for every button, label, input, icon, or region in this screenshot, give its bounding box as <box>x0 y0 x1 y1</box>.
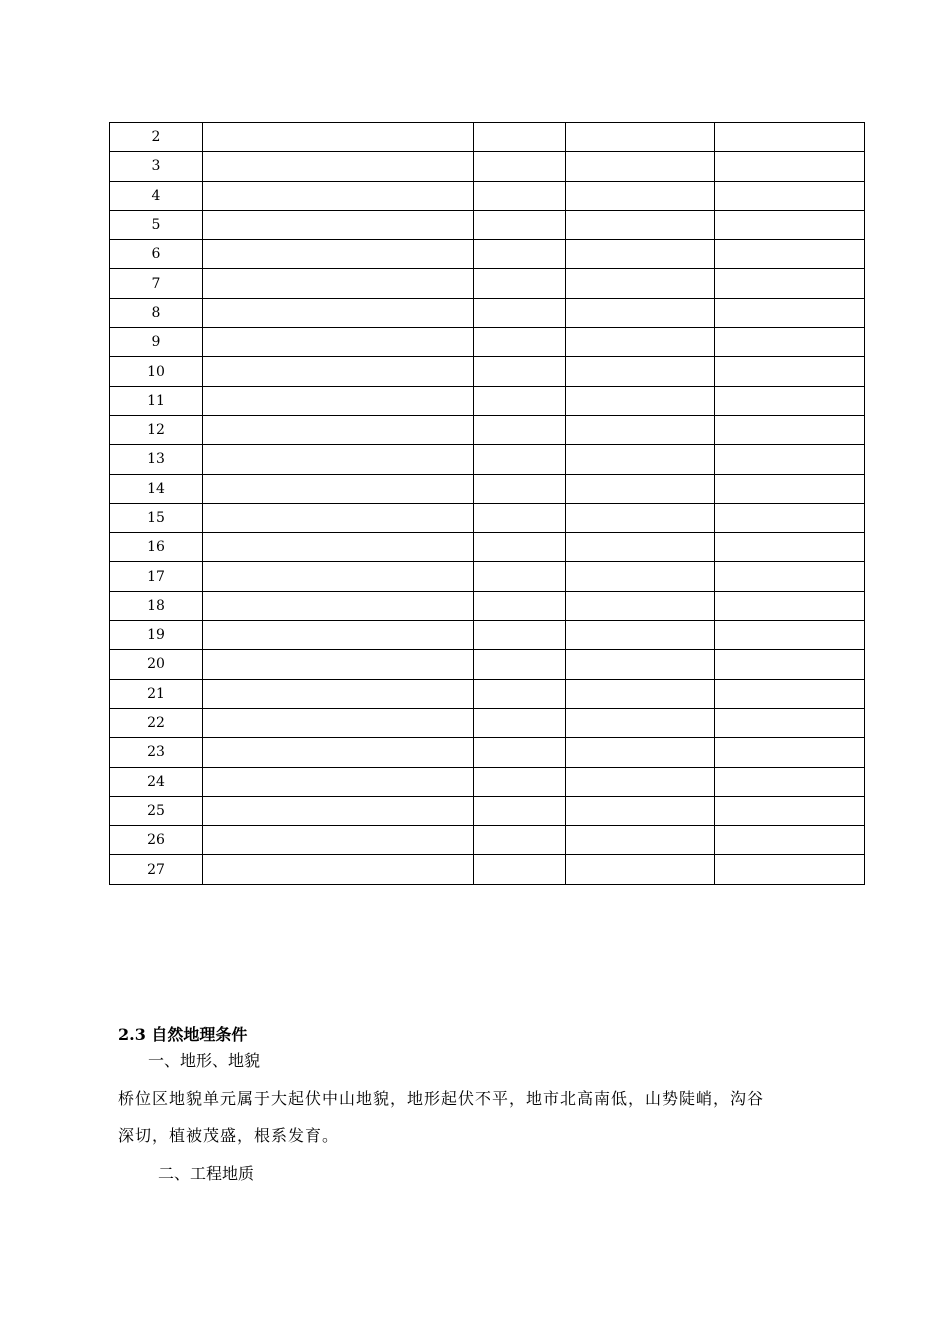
row-number-cell: 12 <box>110 415 203 444</box>
empty-cell <box>715 767 865 796</box>
table-row <box>110 240 865 269</box>
empty-cell <box>715 855 865 884</box>
empty-cell <box>474 298 566 327</box>
empty-cell <box>203 855 474 884</box>
row-number-cell: 5 <box>110 210 203 239</box>
row-number-cell: 6 <box>110 240 203 269</box>
table-row <box>110 650 865 679</box>
empty-cell <box>203 181 474 210</box>
empty-cell <box>474 679 566 708</box>
empty-cell <box>203 210 474 239</box>
empty-cell <box>203 826 474 855</box>
empty-cell <box>203 591 474 620</box>
row-number-cell: 26 <box>110 826 203 855</box>
table-row <box>110 855 865 884</box>
empty-cell <box>474 533 566 562</box>
terrain-paragraph <box>118 1080 858 1154</box>
empty-cell <box>203 650 474 679</box>
empty-cell <box>474 591 566 620</box>
empty-cell <box>203 152 474 181</box>
empty-cell <box>715 650 865 679</box>
table-row <box>110 708 865 737</box>
empty-cell <box>203 708 474 737</box>
table-row <box>110 123 865 152</box>
empty-cell <box>474 474 566 503</box>
empty-cell <box>474 826 566 855</box>
empty-cell <box>474 386 566 415</box>
empty-cell <box>203 503 474 532</box>
subsection-geology-title: 二、工程地质 <box>158 1164 255 1183</box>
empty-cell <box>203 415 474 444</box>
row-number-cell: 3 <box>110 152 203 181</box>
terrain-paragraph-line-2: 深切，植被茂盛，根系发育。 <box>118 1126 340 1145</box>
row-number-cell: 16 <box>110 533 203 562</box>
empty-cell <box>566 386 715 415</box>
empty-cell <box>566 445 715 474</box>
empty-cell <box>474 708 566 737</box>
table-row <box>110 357 865 386</box>
empty-cell <box>715 474 865 503</box>
table-row <box>110 269 865 298</box>
empty-cell <box>474 650 566 679</box>
empty-cell <box>474 503 566 532</box>
table-row <box>110 181 865 210</box>
row-number-cell: 17 <box>110 562 203 591</box>
empty-cell <box>566 298 715 327</box>
empty-cell <box>715 796 865 825</box>
empty-cell <box>203 298 474 327</box>
empty-cell <box>474 269 566 298</box>
empty-cell <box>566 796 715 825</box>
empty-cell <box>474 621 566 650</box>
table-row <box>110 533 865 562</box>
table-row <box>110 591 865 620</box>
empty-cell <box>474 562 566 591</box>
empty-cell <box>203 386 474 415</box>
empty-cell <box>203 328 474 357</box>
empty-cell <box>566 415 715 444</box>
row-number-cell: 19 <box>110 621 203 650</box>
row-number-cell: 15 <box>110 503 203 532</box>
empty-cell <box>203 796 474 825</box>
empty-cell <box>566 738 715 767</box>
empty-cell <box>715 591 865 620</box>
empty-cell <box>474 357 566 386</box>
row-number-cell: 20 <box>110 650 203 679</box>
empty-cell <box>474 210 566 239</box>
empty-cell <box>203 533 474 562</box>
empty-cell <box>566 621 715 650</box>
table-row <box>110 474 865 503</box>
empty-cell <box>715 328 865 357</box>
empty-cell <box>474 738 566 767</box>
empty-cell <box>566 708 715 737</box>
row-number-cell: 18 <box>110 591 203 620</box>
empty-cell <box>203 357 474 386</box>
empty-cell <box>715 533 865 562</box>
empty-cell <box>474 796 566 825</box>
empty-cell <box>566 210 715 239</box>
empty-cell <box>715 621 865 650</box>
empty-cell <box>474 152 566 181</box>
empty-cell <box>203 240 474 269</box>
empty-cell <box>474 855 566 884</box>
table-row <box>110 152 865 181</box>
terrain-paragraph-line-1: 桥位区地貌单元属于大起伏中山地貌，地形起伏不平，地市北高南低，山势陡峭，沟谷 <box>118 1089 765 1108</box>
empty-cell <box>203 738 474 767</box>
table-body <box>110 123 865 885</box>
empty-cell <box>474 445 566 474</box>
row-number-cell: 23 <box>110 738 203 767</box>
table-row <box>110 386 865 415</box>
section-heading: 2.3 自然地理条件 <box>118 1025 248 1044</box>
table-row <box>110 826 865 855</box>
empty-cell <box>566 562 715 591</box>
table-row <box>110 796 865 825</box>
empty-cell <box>203 767 474 796</box>
empty-cell <box>203 269 474 298</box>
empty-cell <box>715 445 865 474</box>
table-row <box>110 210 865 239</box>
empty-cell <box>715 298 865 327</box>
row-number-cell: 11 <box>110 386 203 415</box>
row-number-cell: 24 <box>110 767 203 796</box>
empty-cell <box>566 650 715 679</box>
row-number-cell: 2 <box>110 123 203 152</box>
empty-cell <box>566 503 715 532</box>
empty-cell <box>203 445 474 474</box>
table-row <box>110 445 865 474</box>
empty-cell <box>566 679 715 708</box>
empty-cell <box>474 240 566 269</box>
row-number-cell: 25 <box>110 796 203 825</box>
empty-cell <box>715 210 865 239</box>
empty-cell <box>203 621 474 650</box>
empty-cell <box>715 240 865 269</box>
empty-cell <box>715 181 865 210</box>
row-number-cell: 7 <box>110 269 203 298</box>
empty-cell <box>715 708 865 737</box>
table-row <box>110 679 865 708</box>
row-number-cell: 27 <box>110 855 203 884</box>
empty-cell <box>474 328 566 357</box>
empty-cell <box>203 679 474 708</box>
row-number-cell: 8 <box>110 298 203 327</box>
row-number-cell: 13 <box>110 445 203 474</box>
natural-geography-section <box>118 1022 858 1192</box>
empty-cell <box>566 533 715 562</box>
empty-cell <box>203 562 474 591</box>
empty-cell <box>566 152 715 181</box>
table-row <box>110 562 865 591</box>
empty-cell <box>715 386 865 415</box>
table-row <box>110 738 865 767</box>
table-row <box>110 767 865 796</box>
row-number-cell: 14 <box>110 474 203 503</box>
empty-cell <box>566 767 715 796</box>
empty-cell <box>715 503 865 532</box>
table-row <box>110 328 865 357</box>
empty-cell <box>566 855 715 884</box>
empty-cell <box>566 181 715 210</box>
empty-cell <box>715 152 865 181</box>
table-row <box>110 415 865 444</box>
empty-cell <box>715 415 865 444</box>
table-row <box>110 503 865 532</box>
empty-cell <box>566 826 715 855</box>
empty-cell <box>715 826 865 855</box>
empty-cell <box>474 181 566 210</box>
empty-cell <box>474 415 566 444</box>
empty-cell <box>566 357 715 386</box>
empty-cell <box>566 474 715 503</box>
empty-cell <box>566 123 715 152</box>
empty-cell <box>566 240 715 269</box>
empty-cell <box>474 767 566 796</box>
empty-cell <box>203 474 474 503</box>
empty-cell <box>474 123 566 152</box>
row-number-cell: 21 <box>110 679 203 708</box>
empty-cell <box>715 269 865 298</box>
data-table <box>109 122 865 885</box>
row-number-cell: 4 <box>110 181 203 210</box>
empty-cell <box>715 357 865 386</box>
table-row <box>110 621 865 650</box>
empty-cell <box>715 738 865 767</box>
empty-cell <box>715 123 865 152</box>
subsection-terrain-title: 一、地形、地貌 <box>148 1051 261 1070</box>
row-number-cell: 10 <box>110 357 203 386</box>
empty-cell <box>566 328 715 357</box>
empty-cell <box>566 269 715 298</box>
table-row <box>110 298 865 327</box>
empty-cell <box>715 562 865 591</box>
empty-cell <box>566 591 715 620</box>
row-number-cell: 22 <box>110 708 203 737</box>
empty-cell <box>203 123 474 152</box>
empty-cell <box>715 679 865 708</box>
row-number-cell: 9 <box>110 328 203 357</box>
